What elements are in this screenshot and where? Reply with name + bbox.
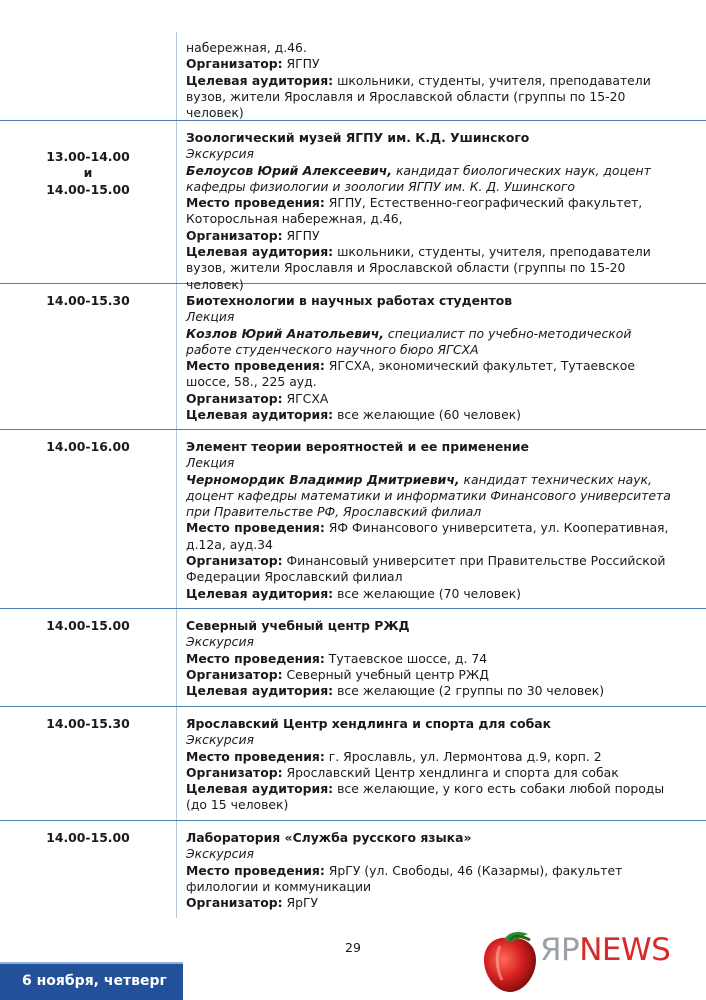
event-audience (186, 683, 676, 699)
audience-label: Целевая аудитория: (186, 244, 334, 260)
event-audience (186, 586, 676, 602)
row-separator (0, 429, 706, 430)
place-value: ЯрГУ (ул. Свободы, 46 (Казармы), факультет филологии и коммуникации (186, 862, 623, 894)
time-line: 14.00-15.00 (46, 830, 130, 845)
page-number: 29 (345, 940, 361, 955)
organizer-label: Организатор: (186, 764, 283, 780)
organizer-value: ЯГПУ (286, 56, 320, 72)
event-title: Зоологический музей ЯГПУ им. К.Д. Ушинского (186, 130, 530, 145)
event-time (18, 830, 158, 846)
event-place (186, 749, 676, 765)
logo-text-right: NEWS (579, 932, 671, 968)
event-place (186, 863, 676, 896)
person-name: Черномордик Владимир Дмитриевич, (186, 471, 460, 487)
event-place (186, 358, 676, 391)
row-separator (0, 706, 706, 707)
audience-label: Целевая аудитория: (186, 585, 334, 601)
event-type: Экскурсия (186, 634, 254, 650)
pepper-icon (478, 924, 542, 996)
event-organizer (186, 667, 676, 683)
event-block (186, 130, 676, 293)
audience-label: Целевая аудитория: (186, 407, 334, 423)
organizer-value: Ярославский Центр хендлинга и спорта для собак (286, 764, 619, 780)
logo-text (540, 930, 670, 970)
time-line: 14.00-15.30 (46, 293, 130, 308)
event-type: Лекция (186, 455, 235, 471)
time-line: 13.00-14.00 (46, 149, 130, 164)
place-value: Тутаевское шоссе, д. 74 (328, 650, 488, 666)
event-time (18, 293, 158, 309)
audience-value: школьники, студенты, учителя, преподаватели вузов, жители Ярославля и Ярославской области (группы по 15-20 человек) (186, 72, 651, 121)
person-desc: кандидат биологических наук, доцент кафедры физиологии и зоологии ЯГПУ им. К. Д. Ушинского (186, 162, 651, 194)
audience-value: все желающие, у кого есть собаки любой породы (до 15 человек) (186, 781, 665, 813)
audience-label: Целевая аудитория: (186, 72, 334, 88)
organizer-value: ЯГПУ (286, 227, 320, 243)
event-block (186, 439, 676, 602)
organizer-label: Организатор: (186, 553, 283, 569)
place-label: Место проведения: (186, 195, 325, 211)
event-place (186, 195, 676, 228)
organizer-label: Организатор: (186, 56, 283, 72)
event-audience (186, 244, 676, 293)
event-time (18, 716, 158, 732)
place-value: ЯФ Финансового университета, ул. Кооперативная, д.12а, ауд.34 (186, 520, 669, 552)
time-line: 14.00-15.00 (46, 181, 130, 197)
event-time (18, 618, 158, 634)
organizer-label: Организатор: (186, 895, 283, 911)
organizer-value: Северный учебный центр РЖД (286, 666, 489, 682)
event-place (186, 520, 676, 553)
event-organizer (186, 391, 676, 407)
place-label: Место проведения: (186, 358, 325, 374)
event-person (186, 326, 676, 359)
event-block-continued (186, 40, 676, 121)
row-separator (0, 608, 706, 609)
organizer-value: ЯГСХА (286, 390, 329, 406)
event-time (18, 439, 158, 455)
place-label: Место проведения: (186, 748, 325, 764)
place-value: ЯГСХА, экономический факультет, Тутаевское шоссе, 58., 225 ауд. (186, 358, 635, 390)
event-title: Ярославский Центр хендлинга и спорта для собак (186, 716, 552, 731)
audience-value: школьники, студенты, учителя, преподаватели вузов, жители Ярославля и Ярославской области (группы по 15-20 человек) (186, 244, 651, 292)
event-block (186, 716, 676, 814)
audience-value: все желающие (2 группы по 30 человек) (337, 683, 605, 699)
organizer-value: Финансовый университет при Правительстве Российской Федерации Ярославский филиал (186, 553, 666, 585)
event-audience (186, 73, 676, 122)
logo-text-left: ЯР (540, 932, 580, 968)
place-value: г. Ярославль, ул. Лермонтова д.9, корп. 2 (328, 748, 602, 764)
event-type: Экскурсия (186, 146, 254, 162)
event-type: Экскурсия (186, 732, 254, 748)
event-type: Лекция (186, 309, 235, 325)
time-line: 14.00-15.00 (46, 618, 130, 633)
event-audience (186, 781, 676, 814)
person-name: Белоусов Юрий Алексеевич, (186, 162, 392, 178)
event-organizer (186, 228, 676, 244)
event-title: Элемент теории вероятностей и ее применение (186, 439, 529, 454)
person-desc: кандидат технических наук, доцент кафедры математики и информатики Финансового университета при Правительстве РФ, Ярославский филиал (186, 471, 671, 520)
event-title: Северный учебный центр РЖД (186, 618, 410, 633)
row-separator (0, 820, 706, 821)
audience-label: Целевая аудитория: (186, 781, 334, 797)
time-line: 14.00-16.00 (46, 439, 130, 454)
time-line: и (83, 165, 93, 181)
event-person (186, 472, 676, 521)
event-block (186, 830, 676, 911)
organizer-label: Организатор: (186, 666, 283, 682)
day-label: 6 ноября, четверг (0, 962, 183, 1000)
event-organizer (186, 56, 676, 72)
event-organizer (186, 553, 676, 586)
event-type: Экскурсия (186, 846, 254, 862)
time-line: 14.00-15.30 (46, 716, 130, 731)
organizer-label: Организатор: (186, 390, 283, 406)
place-value: ЯГПУ, Естественно-географический факультет, Которосльная набережная, д.46, (186, 195, 643, 227)
place-label: Место проведения: (186, 650, 325, 666)
audience-label: Целевая аудитория: (186, 683, 334, 699)
person-desc: специалист по учебно-методической работе студенческого научного бюро ЯГСХА (186, 325, 632, 357)
event-place: набережная, д.46. (186, 40, 307, 55)
event-title: Лаборатория «Служба русского языка» (186, 830, 472, 845)
event-block (186, 293, 676, 423)
event-person (186, 163, 676, 196)
event-organizer (186, 765, 676, 781)
audience-value: все желающие (60 человек) (337, 407, 522, 423)
yarnews-logo (478, 924, 688, 996)
person-name: Козлов Юрий Анатольевич, (186, 325, 384, 341)
audience-value: все желающие (70 человек) (337, 585, 522, 601)
organizer-label: Организатор: (186, 227, 283, 243)
event-time (18, 149, 158, 198)
event-place (186, 651, 676, 667)
event-block (186, 618, 676, 699)
event-organizer (186, 895, 676, 911)
column-divider (176, 32, 177, 918)
place-label: Место проведения: (186, 862, 325, 878)
place-label: Место проведения: (186, 520, 325, 536)
event-audience (186, 407, 676, 423)
organizer-value: ЯрГУ (286, 895, 319, 911)
event-title: Биотехнологии в научных работах студентов (186, 293, 513, 308)
